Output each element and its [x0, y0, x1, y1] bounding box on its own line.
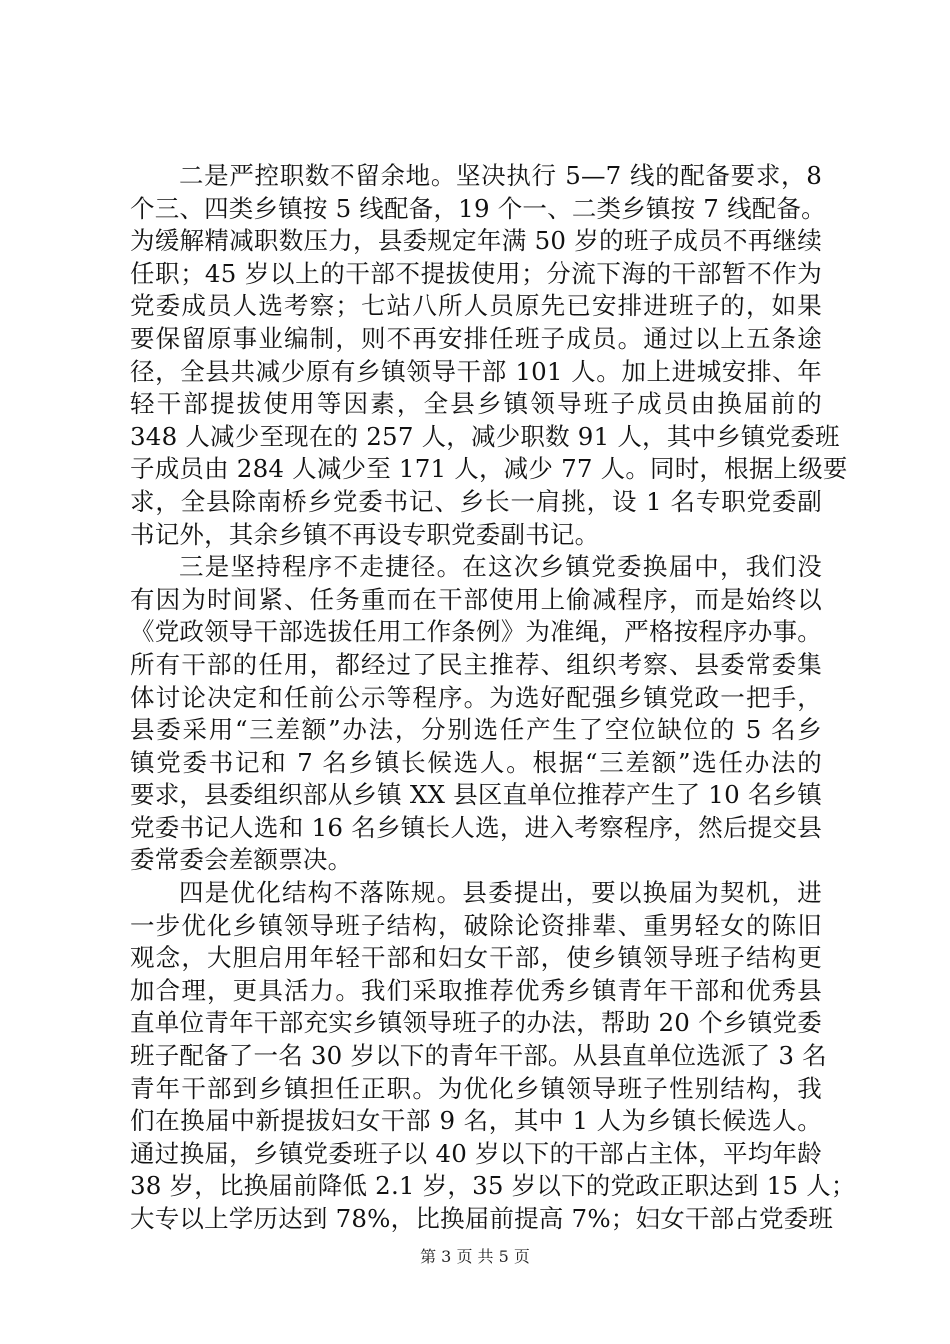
text-line: 班子配备了一名 30 岁以下的青年干部。从县直单位选派了 3 名: [130, 1041, 827, 1071]
paragraph-structure: [130, 877, 856, 1236]
text-line: 通过换届，乡镇党委班子以 40 岁以下的干部占主体，平均年龄: [130, 1138, 822, 1168]
text-line: 镇党委书记和 7 名乡镇长候选人。根据“三差额”选任办法的: [130, 747, 822, 777]
text-line: 直单位青年干部充实乡镇领导班子的办法，帮助 20 个乡镇党委: [130, 1008, 822, 1038]
text-line: 有因为时间紧、任务重而在干部使用上偷减程序，而是始终以: [130, 584, 822, 614]
text-line: 加合理，更具活力。我们采取推荐优秀乡镇青年干部和优秀县: [130, 975, 822, 1005]
text-line: 委常委会差额票决。: [130, 845, 353, 875]
page-footer: [0, 1247, 950, 1267]
text-line: 所有干部的任用，都经过了民主推荐、组织考察、县委常委集: [130, 649, 822, 679]
text-line: 轻干部提拔使用等因素，全县乡镇领导班子成员由换届前的: [130, 389, 822, 419]
paragraph-staffing-limits: [130, 160, 848, 551]
text-line: 要求，县委组织部从乡镇 XX 县区直单位推荐产生了 10 名乡镇: [130, 780, 822, 810]
text-line: 348 人减少至现在的 257 人，减少职数 91 人，其中乡镇党委班: [130, 421, 840, 451]
text-line: 《党政领导干部选拔任用工作条例》为准绳，严格按程序办事。: [130, 617, 822, 647]
text-line: 为缓解精减职数压力，县委规定年满 50 岁的班子成员不再继续: [130, 226, 822, 256]
text-line: 县委采用“三差额”办法，分别选任产生了空位缺位的 5 名乡: [130, 715, 822, 745]
text-line: 一步优化乡镇领导班子结构，破除论资排辈、重男轻女的陈旧: [130, 910, 822, 940]
page-number-label: 第 3 页 共 5 页: [420, 1247, 530, 1266]
text-line: 青年干部到乡镇担任正职。为优化乡镇领导班子性别结构，我: [130, 1073, 822, 1103]
text-line: 个三、四类乡镇按 5 线配备，19 个一、二类乡镇按 7 线配备。: [130, 193, 826, 223]
text-line: 要保留原事业编制，则不再安排任班子成员。通过以上五条途: [130, 323, 822, 353]
text-line: 径，全县共减少原有乡镇领导干部 101 人。加上进城安排、年: [130, 356, 822, 386]
paragraph-procedures: [130, 551, 822, 877]
text-line: 体讨论决定和任前公示等程序。为选好配强乡镇党政一把手，: [130, 682, 822, 712]
text-line: 党委书记人选和 16 名乡镇长人选，进入考察程序，然后提交县: [130, 812, 822, 842]
text-line: 二是严控职数不留余地。坚决执行 5—7 线的配备要求，8: [179, 161, 822, 190]
text-line: 党委成员人选考察；七站八所人员原先已安排进班子的，如果: [130, 291, 822, 321]
text-line: 求，全县除南桥乡党委书记、乡长一肩挑，设 1 名专职党委副: [130, 486, 822, 516]
text-line: 四是优化结构不落陈规。县委提出，要以换届为契机，进: [179, 878, 822, 908]
text-line: 书记外，其余乡镇不再设专职党委副书记。: [130, 519, 600, 549]
text-line: 38 岁，比换届前降低 2.1 岁，35 岁以下的党政正职达到 15 人；: [130, 1171, 856, 1201]
document-body: [130, 160, 856, 1236]
text-line: 子成员由 284 人减少至 171 人，减少 77 人。同时，根据上级要: [130, 454, 848, 484]
text-line: 大专以上学历达到 78%，比换届前提高 7%；妇女干部占党委班: [130, 1204, 834, 1233]
text-line: 们在换届中新提拔妇女干部 9 名，其中 1 人为乡镇长候选人。: [130, 1106, 822, 1136]
text-line: 三是坚持程序不走捷径。在这次乡镇党委换届中，我们没: [179, 552, 822, 582]
text-line: 观念，大胆启用年轻干部和妇女干部，使乡镇领导班子结构更: [130, 943, 822, 973]
text-line: 任职；45 岁以上的干部不提拔使用；分流下海的干部暂不作为: [130, 258, 822, 288]
